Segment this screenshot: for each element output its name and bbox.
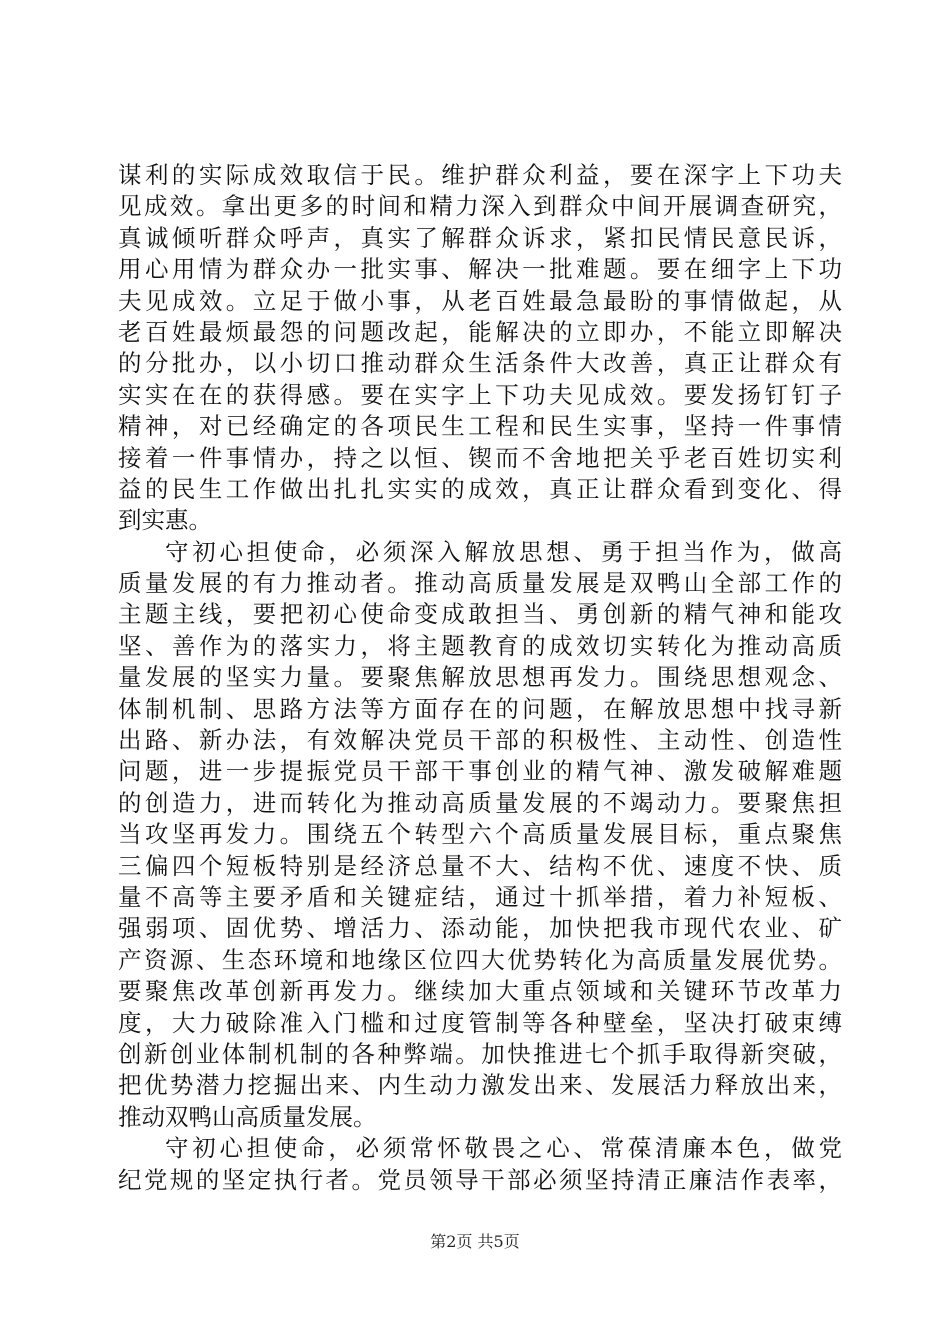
text-line: 坚、善作为的落实力，将主题教育的成效切实转化为推动高质 — [118, 631, 842, 660]
text-line: 量发展的坚实力量。要聚焦解放思想再发力。围绕思想观念、 — [118, 663, 842, 692]
text-line: 益的民生工作做出扎扎实实的成效，真正让群众看到变化、得 — [118, 474, 842, 503]
text-line: 谋利的实际成效取信于民。维护群众利益，要在深字上下功夫 — [118, 161, 842, 189]
text-line: 出路、新办法，有效解决党员干部的积极性、主动性、创造性 — [118, 726, 842, 755]
text-line: 主题主线，要把初心使命变成敢担当、勇创新的精气神和能攻 — [118, 600, 842, 629]
paragraph-first-line: 守初心担使命，必须常怀敬畏之心、常葆清廉本色，做党 — [165, 1134, 842, 1163]
text-line: 推动双鸭山高质量发展。 — [118, 1102, 377, 1131]
text-line: 量不高等主要矛盾和关键症结，通过十抓举措，着力补短板、 — [118, 882, 842, 911]
paragraph-first-line: 守初心担使命，必须深入解放思想、勇于担当作为，做高 — [165, 537, 842, 566]
body-text — [118, 160, 842, 1196]
text-line: 夫见成效。立足于做小事，从老百姓最急最盼的事情做起，从 — [118, 286, 842, 315]
text-line: 当攻坚再发力。围绕五个转型六个高质量发展目标，重点聚焦 — [118, 820, 842, 849]
text-line: 实实在在的获得感。要在实字上下功夫见成效。要发扬钉钉子 — [118, 380, 842, 409]
text-line: 到实惠。 — [118, 506, 212, 535]
text-line: 的创造力，进而转化为推动高质量发展的不竭动力。要聚焦担 — [118, 788, 842, 817]
text-line: 三偏四个短板特别是经济总量不大、结构不优、速度不快、质 — [118, 851, 842, 880]
text-line: 要聚焦改革创新再发力。继续加大重点领域和关键环节改革力 — [118, 977, 842, 1006]
text-line: 度，大力破除准入门槛和过度管制等各种壁垒，坚决打破束缚 — [118, 1008, 842, 1037]
page-number-footer: 第2页 共5页 — [430, 1232, 520, 1251]
text-line: 老百姓最烦最怨的问题改起，能解决的立即办，不能立即解决 — [118, 317, 842, 346]
text-line: 的分批办，以小切口推动群众生活条件大改善，真正让群众有 — [118, 349, 842, 378]
text-line: 问题，进一步提振党员干部干事创业的精气神、激发破解难题 — [118, 757, 842, 786]
text-line: 用心用情为群众办一批实事、解决一批难题。要在细字上下功 — [118, 255, 842, 284]
text-line: 创新创业体制机制的各种弊端。加快推进七个抓手取得新突破， — [118, 1039, 842, 1068]
text-line: 见成效。拿出更多的时间和精力深入到群众中间开展调查研究， — [118, 192, 842, 221]
text-line: 把优势潜力挖掘出来、内生动力激发出来、发展活力释放出来， — [118, 1071, 842, 1100]
text-line: 纪党规的坚定执行者。党员领导干部必须坚持清正廉洁作表率， — [118, 1165, 842, 1194]
text-line: 产资源、生态环境和地缘区位四大优势转化为高质量发展优势。 — [118, 945, 842, 974]
text-line: 真诚倾听群众呼声，真实了解群众诉求，紧扣民情民意民诉， — [118, 223, 842, 252]
text-line: 精神，对已经确定的各项民生工程和民生实事，坚持一件事情 — [118, 412, 842, 441]
text-line: 强弱项、固优势、增活力、添动能，加快把我市现代农业、矿 — [118, 914, 842, 943]
text-line: 体制机制、思路方法等方面存在的问题，在解放思想中找寻新 — [118, 694, 842, 723]
text-line: 质量发展的有力推动者。推动高质量发展是双鸭山全部工作的 — [118, 569, 842, 598]
text-line: 接着一件事情办，持之以恒、锲而不舍地把关乎老百姓切实利 — [118, 443, 842, 472]
